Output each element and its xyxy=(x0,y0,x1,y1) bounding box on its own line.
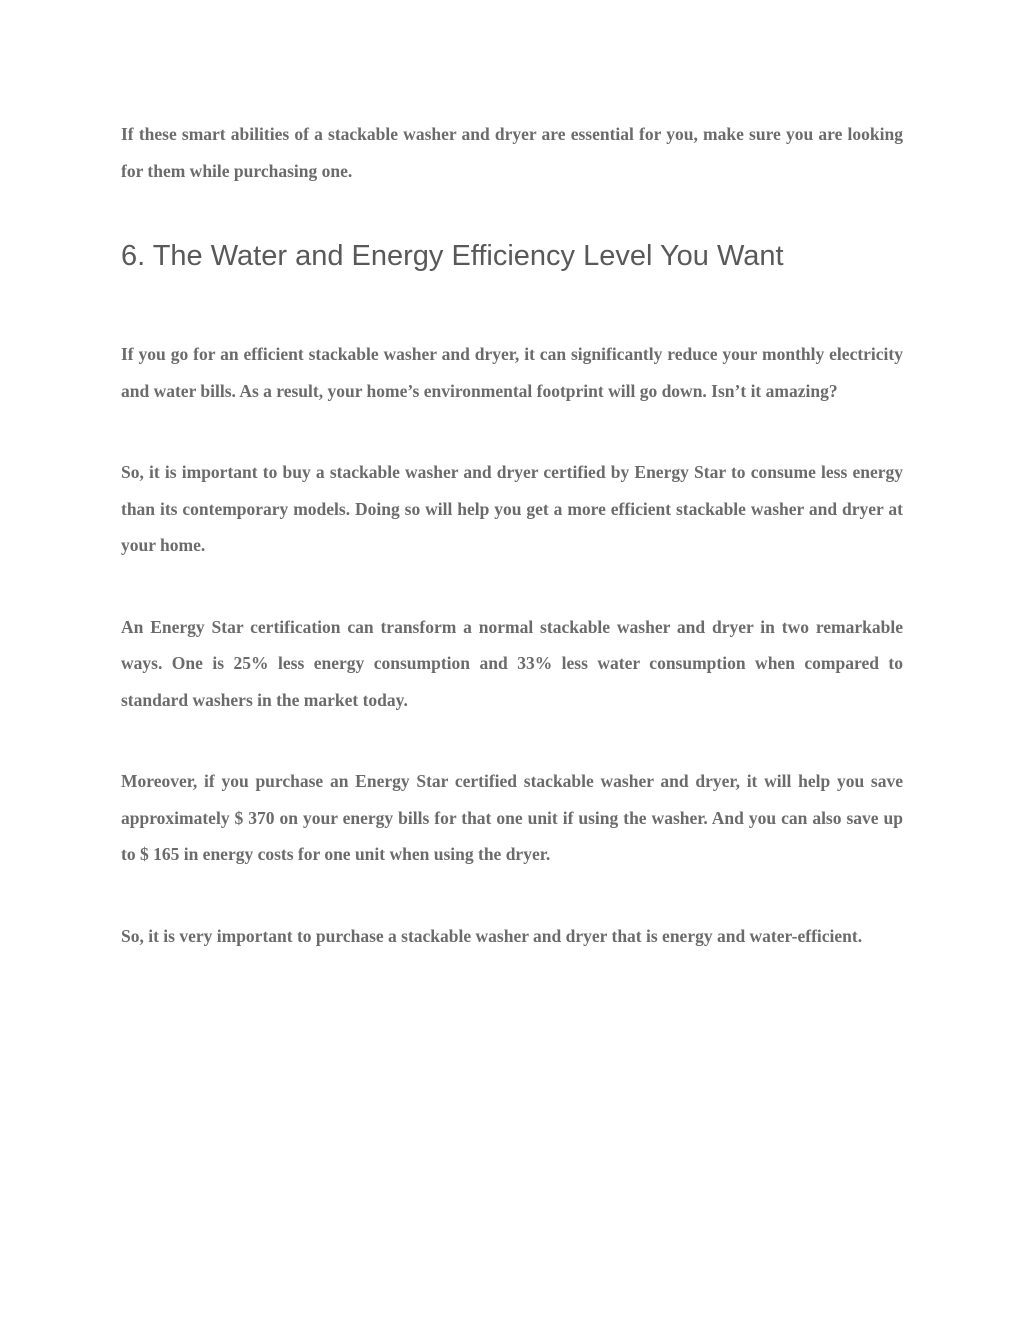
body-paragraph-2: So, it is important to buy a stackable washer and dryer certified by Energy Star to consume less energy than its contemporary models. Doing so will help you get a more efficient stackable washer and dryer at your home. xyxy=(121,462,903,555)
body-paragraph-1: If you go for an efficient stackable washer and dryer, it can significantly reduce your monthly electricity and water bills. As a result, your home’s environmental footprint will go down. Isn’t it amazing? xyxy=(121,344,903,401)
body-paragraph-3: An Energy Star certification can transform a normal stackable washer and dryer in two remarkable ways. One is 25% less energy consumption and 33% less water consumption when compared to standard washers in the market today. xyxy=(121,616,903,710)
body-paragraph-4: Moreover, if you purchase an Energy Star certified stackable washer and dryer, it will help you save approximately $ 370 on your energy bills for that one unit if using the washer. And you can also save up to $ 165 in energy costs for one unit when using the dryer. xyxy=(121,771,903,864)
body-paragraph-5: So, it is very important to purchase a stackable washer and dryer that is energy and water-efficient. xyxy=(121,925,863,946)
intro-paragraph: If these smart abilities of a stackable washer and dryer are essential for you, make sure you are looking for them while purchasing one. xyxy=(121,124,903,181)
section-heading: 6. The Water and Energy Efficiency Level You Want xyxy=(121,240,784,272)
document-page xyxy=(121,116,903,954)
